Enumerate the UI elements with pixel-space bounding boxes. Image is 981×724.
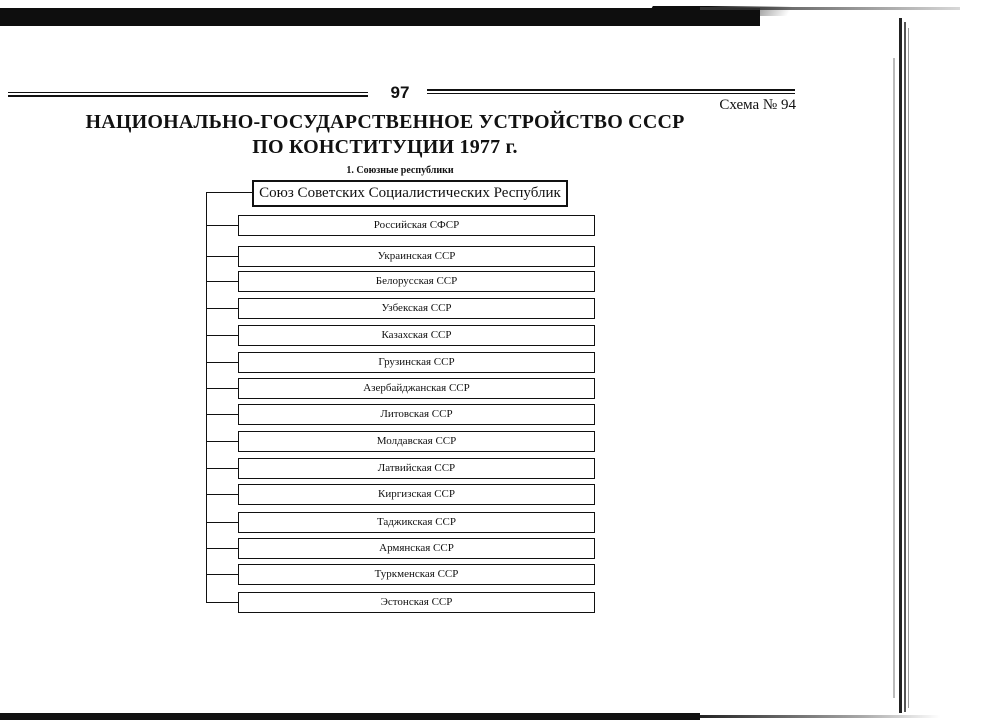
republic-node: Литовская ССР — [238, 404, 595, 425]
republic-node: Эстонская ССР — [238, 592, 595, 613]
tree-branch — [206, 225, 238, 226]
section-label: 1. Союзные республики — [346, 165, 454, 176]
page-title — [40, 110, 730, 160]
header-rule-left-bottom — [8, 95, 368, 97]
scan-top-edge — [0, 0, 981, 30]
title-line-1: НАЦИОНАЛЬНО-ГОСУДАРСТВЕННОЕ УСТРОЙСТВО СССР — [85, 111, 685, 133]
tree-branch-root — [206, 192, 252, 193]
header-rule-left-top — [8, 92, 368, 93]
republic-node: Белорусская ССР — [238, 271, 595, 292]
tree-branch — [206, 441, 238, 442]
republic-node: Молдавская ССР — [238, 431, 595, 452]
tree-branch — [206, 256, 238, 257]
tree-branch — [206, 388, 238, 389]
tree-branch — [206, 281, 238, 282]
header-rule-right-top — [427, 89, 795, 91]
header-rule-right-bottom — [427, 93, 795, 94]
republic-node: Латвийская ССР — [238, 458, 595, 479]
republic-node: Киргизская ССР — [238, 484, 595, 505]
scan-bottom-edge — [0, 711, 981, 724]
tree-branch — [206, 308, 238, 309]
republic-node: Украинская ССР — [238, 246, 595, 267]
tree-branch — [206, 602, 238, 603]
scan-top-streak — [700, 7, 960, 10]
tree-branch — [206, 522, 238, 523]
tree-branch — [206, 468, 238, 469]
page-number: 97 — [390, 83, 410, 102]
title-line-2: ПО КОНСТИТУЦИИ 1977 г. — [252, 136, 518, 158]
scheme-label: Схема № 94 — [719, 97, 796, 113]
tree-branch — [206, 548, 238, 549]
republic-node: Армянская ССР — [238, 538, 595, 559]
tree-branch — [206, 494, 238, 495]
republic-node: Грузинская ССР — [238, 352, 595, 373]
tree-branch — [206, 574, 238, 575]
republic-node: Азербайджанская ССР — [238, 378, 595, 399]
scan-page-spine — [893, 18, 919, 713]
republic-node: Казахская ССР — [238, 325, 595, 346]
root-node-ussr: Союз Советских Социалистических Республик — [252, 180, 568, 207]
republic-node: Российская СФСР — [238, 215, 595, 236]
tree-branch — [206, 362, 238, 363]
tree-branch — [206, 414, 238, 415]
tree-branch — [206, 335, 238, 336]
republic-node: Узбекская ССР — [238, 298, 595, 319]
republic-node: Туркменская ССР — [238, 564, 595, 585]
tree-trunk-line — [206, 192, 207, 603]
republic-node: Таджикская ССР — [238, 512, 595, 533]
